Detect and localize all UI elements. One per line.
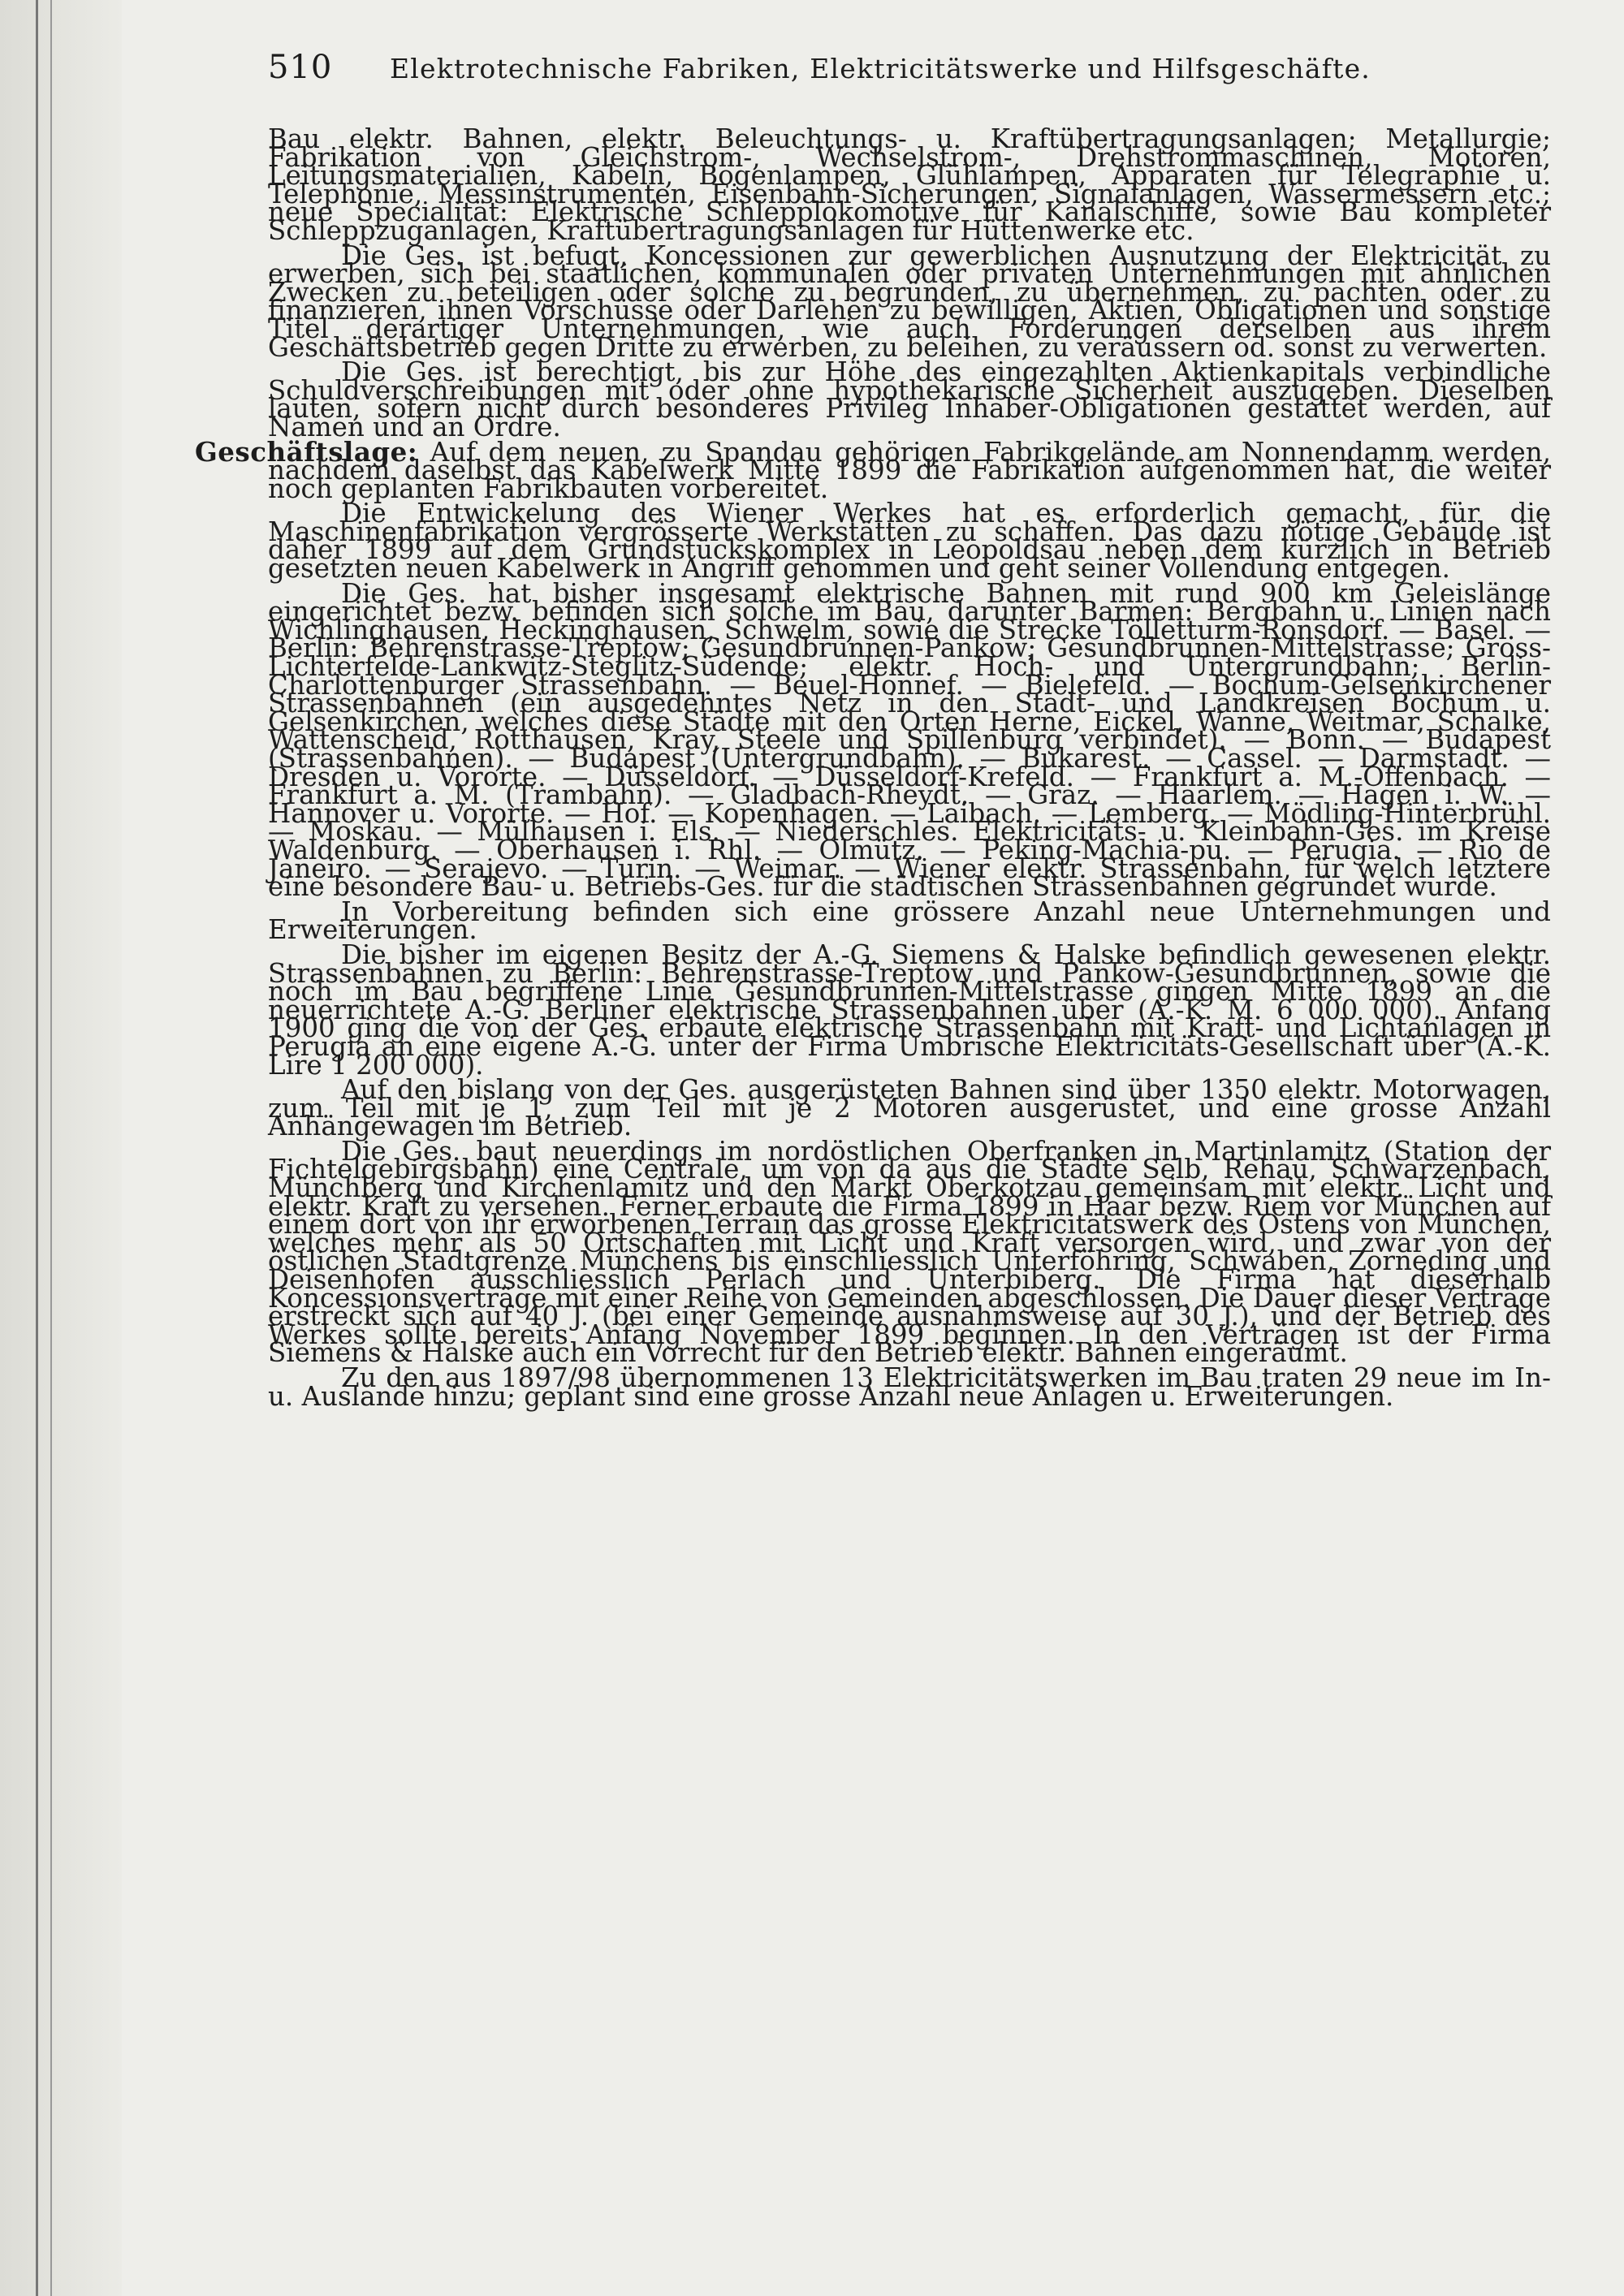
paragraph: Bau elektr. Bahnen, elektr. Beleuchtungs- u. Kraftübertragungsanlagen; Metallurgie; Fabrikation von Gleichstrom-, Wechselstrom-, Drehstrommaschinen, Motoren, Leitungsmaterialien, Kabeln, Bogenlampen, Glühlampen, Apparaten für Telegraphie u. Telephonie, Messinstrumenten, Eisenbahn-Sicherungen, Signalanlagen, Wassermessern etc.; neue Specialität: Elektrische Schlepplokomotive für Kanalschiffe, sowie Bau kompleter Schleppzuganlagen, Kraftübertragungsanlagen für Hüttenwerke etc. bbox=[268, 123, 1551, 246]
paragraph: Zu den aus 1897/98 übernommenen 13 Elektricitätswerken im Bau traten 29 neue im In- u. Auslande hinzu; geplant sind eine grosse Anzahl neue Anlagen u. Erweiterungen. bbox=[268, 1362, 1551, 1412]
paragraph: In Vorbereitung befinden sich eine grössere Anzahl neue Unternehmungen und Erweiterungen. bbox=[268, 896, 1551, 946]
section-label: Geschäftslage: bbox=[195, 435, 418, 468]
page-header bbox=[268, 49, 1551, 106]
body-text bbox=[195, 123, 1551, 1412]
paragraph: Die Ges. ist befugt, Koncessionen zur gewerblichen Ausnutzung der Elektricität zu erwerben, sich bei staatlichen, kommunalen oder privaten Unternehmungen mit ähnlichen Zwecken zu beteiligen oder solche zu begründen, zu übernehmen, zu pachten oder zu finanzieren, ihnen Vorschüsse oder Darlehen zu bewilligen, Aktien, Obligationen und sonstige Titel derartiger Unternehmungen, wie auch Forderungen derselben aus ihrem Geschäftsbetrieb gegen Dritte zu erwerben, zu beleihen, zu veräussern od. sonst zu verwerten. bbox=[268, 240, 1551, 363]
paragraph-geschaeftslage bbox=[195, 435, 1551, 504]
paragraph: Die bisher im eigenen Besitz der A.-G. Siemens & Halske befindlich gewesenen elektr. Strassenbahnen zu Berlin: Behrenstrasse-Treptow und Pankow-Gesundbrunnen, sowie die noch im Bau begriffene Linie Gesundbrunnen-Mittelstrasse gingen Mitte 1899 an die neuerrichtete A.-G. Berliner elektrische Strassenbahnen über (A.-K. M. 6 000 000). Anfang 1900 ging die von der Ges. erbaute elektrische Strassenbahn mit Kraft- und Lichtanlagen in Perugia an eine eigene A.-G. unter der Firma Umbrische Elektricitäts-Gesellschaft über (A.-K. Lire 1 200 000). bbox=[268, 939, 1551, 1081]
paragraph: Die Entwickelung des Wiener Werkes hat es erforderlich gemacht, für die Maschinenfabrikation vergrösserte Werkstätten zu schaffen. Das dazu nötige Gebäude ist daher 1899 auf dem Grundstückskomplex in Leopoldsau neben dem kürzlich in Betrieb gesetzten neuen Kabelwerk in Angriff genommen und geht seiner Vollendung entgegen. bbox=[268, 498, 1551, 585]
gutter-rule bbox=[36, 0, 38, 2296]
paragraph: Die Ges. ist berechtigt, bis zur Höhe des eingezahlten Aktienkapitals verbindliche Schuldverschreibungen mit oder ohne hypothekarische Sicherheit auszugeben. Dieselben lauten, sofern nicht durch besonderes Privileg Inhaber-Obligationen gestattet werden, auf Namen und an Ordre. bbox=[268, 356, 1551, 442]
paragraph: Auf den bislang von der Ges. ausgerüsteten Bahnen sind über 1350 elektr. Motorwagen, zum Teil mit je 1, zum Teil mit je 2 Motoren ausgerüstet, und eine grosse Anzahl Anhängewagen im Betrieb. bbox=[268, 1074, 1551, 1142]
binding-gutter bbox=[0, 0, 122, 2296]
page-content bbox=[195, 49, 1551, 1412]
paragraph: Die Ges. hat bisher insgesamt elektrische Bahnen mit rund 900 km Geleislänge eingerichtet bezw. befinden sich solche im Bau, darunter Barmen: Bergbahn u. Linien nach Wichlinghausen, Heckinghausen, Schwelm, sowie die Strecke Tölletturm-Ronsdorf. — Basel. — Berlin: Behrenstrasse-Treptow; Gesundbrunnen-Pankow; Gesundbrunnen-Mittelstrasse; Gross-Lichterfelde-Lankwitz-Steglitz-Südende; elektr. Hoch- und Untergrundbahn; Berlin-Charlottenburger Strassenbahn. — Beuel-Honnef. — Bielefeld. — Bochum-Gelsenkirchener Strassenbahnen (ein ausgedehntes Netz in den Stadt- und Landkreisen Bochum u. Gelsenkirchen, welches diese Städte mit den Orten Herne, Eickel, Wanne, Weitmar, Schalke, Wattenscheid, Rotthausen, Kray, Steele und Spillenburg verbindet). — Bonn. — Budapest (Strassenbahnen). — Budapest (Untergrundbahn). — Bukarest. — Cassel. — Darmstadt. — Dresden u. Vororte. — Düsseldorf. — Düsseldorf-Krefeld. — Frankfurt a. M.-Offenbach. — Frankfurt a. M. (Trambahn). — Gladbach-Rheydt. — Graz. — Haarlem. — Hagen i. W. — Hannover u. Vororte. — Hof. — Kopenhagen. — Laibach. — Lemberg. — Mödling-Hinterbrühl. — Moskau. — Mülhausen i. Els. — Niederschles. Elektricitäts- u. Kleinbahn-Ges. im Kreise Waldenburg. — Oberhausen i. Rhl. — Olmütz. — Peking-Machia-pu. — Perugia. — Rio de Janeiro. — Serajevo. — Turin. — Weimar. — Wiener elektr. Strassenbahn, für welch letztere eine besondere Bau- u. Betriebs-Ges. für die städtischen Strassenbahnen gegründet wurde. bbox=[268, 577, 1551, 903]
paragraph: Die Ges. baut neuerdings im nordöstlichen Oberfranken in Martinlamitz (Station der Fichtelgebirgsbahn) eine Centrale, um von da aus die Städte Selb, Rehau, Schwarzenbach, Münchberg und Kirchenlamitz und den Markt Oberkotzau gemeinsam mit elektr. Licht und elektr. Kraft zu versehen. Ferner erbaute die Firma 1899 in Haar bezw. Riem vor München auf einem dort von ihr erworbenen Terrain das grosse Elektricitätswerk des Ostens von München, welches mehr als 50 Ortschaften mit Licht und Kraft versorgen wird, und zwar von der östlichen Stadtgrenze Münchens bis einschliesslich Unterföhring, Schwaben, Zorneding und Deisenhofen ausschliesslich Perlach und Unterbiberg. Die Firma hat dieserhalb Koncessionsverträge mit einer Reihe von Gemeinden abgeschlossen. Die Dauer dieser Verträge erstreckt sich auf 40 J. (bei einer Gemeinde ausnahmsweise auf 30 J.), und der Betrieb des Werkes sollte bereits Anfang November 1899 beginnen. In den Verträgen ist der Firma Siemens & Halske auch ein Vorrecht für den Betrieb elektr. Bahnen eingeräumt. bbox=[268, 1135, 1551, 1369]
paragraph-text: Auf dem neuen, zu Spandau gehörigen Fabrikgelände am Nonnendamm werden, nachdem daselbst das Kabelwerk Mitte 1899 die Fabrikation aufgenommen hat, die weiter noch geplanten Fabrikbauten vorbereitet. bbox=[268, 436, 1551, 504]
page-number: 510 bbox=[268, 49, 333, 86]
gutter-rule-inner bbox=[50, 0, 52, 2296]
running-head: Elektrotechnische Fabriken, Elektricitätswerke und Hilfsgeschäfte. bbox=[390, 53, 1371, 84]
